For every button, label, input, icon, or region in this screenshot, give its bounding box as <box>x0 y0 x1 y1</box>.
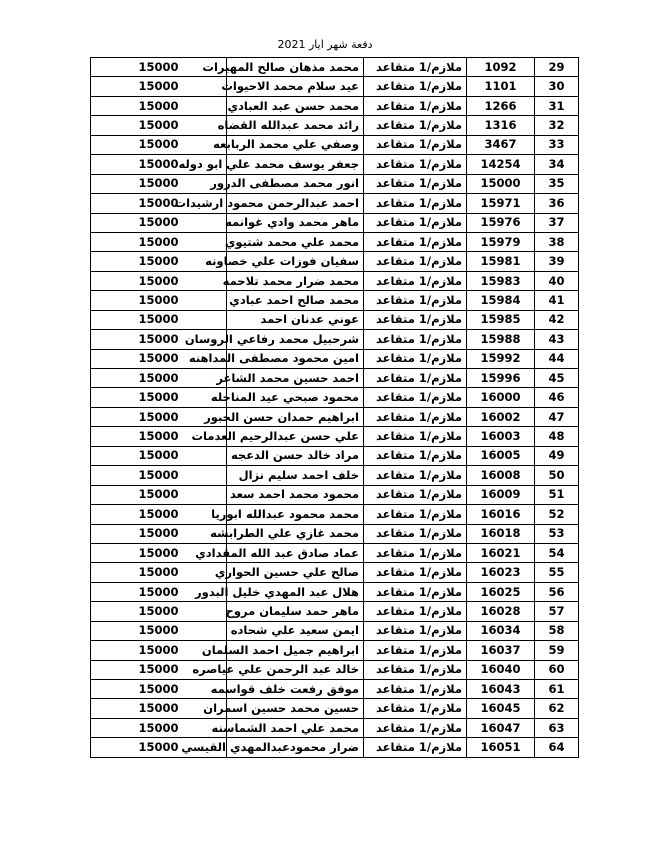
page-title: دفعة شهر ايار 2021 <box>277 38 373 51</box>
id-number-cell: 16008 <box>467 466 535 485</box>
amount-cell: 15000 <box>91 505 227 524</box>
id-number-cell: 16051 <box>467 738 535 757</box>
id-number-cell: 15000 <box>467 174 535 193</box>
id-number-cell: 16021 <box>467 543 535 562</box>
table-row <box>91 155 579 174</box>
row-number-cell: 45 <box>535 369 579 388</box>
rank-cell: ملازم/1 متقاعد <box>364 505 467 524</box>
id-number-cell: 16034 <box>467 621 535 640</box>
rank-cell: ملازم/1 متقاعد <box>364 155 467 174</box>
name-cell: احمد حسين محمد الشاعر <box>227 369 364 388</box>
table-row <box>91 330 579 349</box>
id-number-cell: 15996 <box>467 369 535 388</box>
table-row <box>91 738 579 757</box>
rank-cell: ملازم/1 متقاعد <box>364 738 467 757</box>
amount-cell: 15000 <box>91 466 227 485</box>
row-number-cell: 43 <box>535 330 579 349</box>
rank-cell: ملازم/1 متقاعد <box>364 174 467 193</box>
rank-cell: ملازم/1 متقاعد <box>364 349 467 368</box>
name-cell: عيد سلام محمد الاحيوات <box>227 77 364 96</box>
name-cell: ماهر محمد وادي غوانمه <box>227 213 364 232</box>
table-row <box>91 485 579 504</box>
table-row <box>91 252 579 271</box>
amount-cell: 15000 <box>91 602 227 621</box>
row-number-cell: 29 <box>535 58 579 77</box>
name-cell: محمود صبحي عيد المناجله <box>227 388 364 407</box>
row-number-cell: 39 <box>535 252 579 271</box>
id-number-cell: 15985 <box>467 310 535 329</box>
table-row <box>91 563 579 582</box>
rank-cell: ملازم/1 متقاعد <box>364 621 467 640</box>
table-row <box>91 446 579 465</box>
table-row <box>91 96 579 115</box>
table-row <box>91 621 579 640</box>
name-cell: رائد محمد عبدالله القضاه <box>227 116 364 135</box>
amount-cell: 15000 <box>91 330 227 349</box>
table-row <box>91 77 579 96</box>
id-number-cell: 16028 <box>467 602 535 621</box>
name-cell: علي حسن عبدالرحيم العدمات <box>227 427 364 446</box>
id-number-cell: 16045 <box>467 699 535 718</box>
rank-cell: ملازم/1 متقاعد <box>364 699 467 718</box>
name-cell: محمد علي محمد شتيوي <box>227 232 364 251</box>
name-cell: خالد عبد الرحمن علي عياصره <box>227 660 364 679</box>
row-number-cell: 51 <box>535 485 579 504</box>
id-number-cell: 14254 <box>467 155 535 174</box>
row-number-cell: 36 <box>535 194 579 213</box>
row-number-cell: 63 <box>535 718 579 737</box>
name-cell: ابراهيم جميل احمد السلمان <box>227 641 364 660</box>
name-cell: محمد ضرار محمد تلاحمه <box>227 271 364 290</box>
rank-cell: ملازم/1 متقاعد <box>364 96 467 115</box>
name-cell: صالح علي حسين الحواري <box>227 563 364 582</box>
payment-table <box>90 57 579 758</box>
name-cell: شرحبيل محمد رفاعي الروسان <box>227 330 364 349</box>
id-number-cell: 15992 <box>467 349 535 368</box>
row-number-cell: 55 <box>535 563 579 582</box>
table-row <box>91 660 579 679</box>
name-cell: محمد محمود عبدالله ابوريا <box>227 505 364 524</box>
amount-cell: 15000 <box>91 271 227 290</box>
row-number-cell: 42 <box>535 310 579 329</box>
table-row <box>91 388 579 407</box>
rank-cell: ملازم/1 متقاعد <box>364 485 467 504</box>
row-number-cell: 60 <box>535 660 579 679</box>
payment-table-body <box>91 58 579 758</box>
id-number-cell: 16040 <box>467 660 535 679</box>
table-row <box>91 505 579 524</box>
name-cell: ماهر حمد سليمان مروح <box>227 602 364 621</box>
row-number-cell: 38 <box>535 232 579 251</box>
id-number-cell: 16009 <box>467 485 535 504</box>
amount-cell: 15000 <box>91 232 227 251</box>
id-number-cell: 15979 <box>467 232 535 251</box>
row-number-cell: 54 <box>535 543 579 562</box>
name-cell: جعفر يوسف محمد علي ابو دوله <box>227 155 364 174</box>
id-number-cell: 1101 <box>467 77 535 96</box>
row-number-cell: 35 <box>535 174 579 193</box>
id-number-cell: 16002 <box>467 407 535 426</box>
name-cell: سفيان فوزات علي خصاونه <box>227 252 364 271</box>
rank-cell: ملازم/1 متقاعد <box>364 77 467 96</box>
amount-cell: 15000 <box>91 135 227 154</box>
row-number-cell: 33 <box>535 135 579 154</box>
table-row <box>91 543 579 562</box>
table-row <box>91 718 579 737</box>
amount-cell: 15000 <box>91 369 227 388</box>
rank-cell: ملازم/1 متقاعد <box>364 427 467 446</box>
table-row <box>91 232 579 251</box>
row-number-cell: 40 <box>535 271 579 290</box>
rank-cell: ملازم/1 متقاعد <box>364 291 467 310</box>
name-cell: محمد علي احمد الشماسنه <box>227 718 364 737</box>
name-cell: محمد مذهان صالح المهيرات <box>227 58 364 77</box>
table-row <box>91 602 579 621</box>
row-number-cell: 32 <box>535 116 579 135</box>
table-row <box>91 524 579 543</box>
row-number-cell: 30 <box>535 77 579 96</box>
row-number-cell: 59 <box>535 641 579 660</box>
rank-cell: ملازم/1 متقاعد <box>364 660 467 679</box>
name-cell: محمد صالح احمد عبادي <box>227 291 364 310</box>
row-number-cell: 34 <box>535 155 579 174</box>
row-number-cell: 37 <box>535 213 579 232</box>
table-row <box>91 699 579 718</box>
rank-cell: ملازم/1 متقاعد <box>364 388 467 407</box>
table-row <box>91 310 579 329</box>
id-number-cell: 15981 <box>467 252 535 271</box>
amount-cell: 15000 <box>91 291 227 310</box>
id-number-cell: 1092 <box>467 58 535 77</box>
table-row <box>91 174 579 193</box>
amount-cell: 15000 <box>91 58 227 77</box>
id-number-cell: 16005 <box>467 446 535 465</box>
rank-cell: ملازم/1 متقاعد <box>364 718 467 737</box>
row-number-cell: 62 <box>535 699 579 718</box>
amount-cell: 15000 <box>91 621 227 640</box>
row-number-cell: 46 <box>535 388 579 407</box>
rank-cell: ملازم/1 متقاعد <box>364 310 467 329</box>
amount-cell: 15000 <box>91 407 227 426</box>
row-number-cell: 53 <box>535 524 579 543</box>
name-cell: محمود محمد احمد سعد <box>227 485 364 504</box>
amount-cell: 15000 <box>91 155 227 174</box>
rank-cell: ملازم/1 متقاعد <box>364 232 467 251</box>
name-cell: ابراهيم حمدان حسن الجبور <box>227 407 364 426</box>
table-row <box>91 213 579 232</box>
id-number-cell: 16016 <box>467 505 535 524</box>
table-row <box>91 582 579 601</box>
rank-cell: ملازم/1 متقاعد <box>364 271 467 290</box>
row-number-cell: 56 <box>535 582 579 601</box>
amount-cell: 15000 <box>91 310 227 329</box>
row-number-cell: 48 <box>535 427 579 446</box>
rank-cell: ملازم/1 متقاعد <box>364 680 467 699</box>
amount-cell: 15000 <box>91 349 227 368</box>
name-cell: هلال عبد المهدي خليل البدور <box>227 582 364 601</box>
amount-cell: 15000 <box>91 174 227 193</box>
amount-cell: 15000 <box>91 641 227 660</box>
amount-cell: 15000 <box>91 427 227 446</box>
amount-cell: 15000 <box>91 738 227 757</box>
id-number-cell: 3467 <box>467 135 535 154</box>
rank-cell: ملازم/1 متقاعد <box>364 252 467 271</box>
table-row <box>91 349 579 368</box>
rank-cell: ملازم/1 متقاعد <box>364 466 467 485</box>
rank-cell: ملازم/1 متقاعد <box>364 213 467 232</box>
rank-cell: ملازم/1 متقاعد <box>364 116 467 135</box>
name-cell: عماد صادق عبد الله المقدادي <box>227 543 364 562</box>
rank-cell: ملازم/1 متقاعد <box>364 369 467 388</box>
row-number-cell: 49 <box>535 446 579 465</box>
id-number-cell: 15983 <box>467 271 535 290</box>
id-number-cell: 1266 <box>467 96 535 115</box>
amount-cell: 15000 <box>91 194 227 213</box>
table-row <box>91 291 579 310</box>
table-row <box>91 427 579 446</box>
row-number-cell: 61 <box>535 680 579 699</box>
id-number-cell: 16025 <box>467 582 535 601</box>
name-cell: خلف احمد سليم نزال <box>227 466 364 485</box>
rank-cell: ملازم/1 متقاعد <box>364 543 467 562</box>
amount-cell: 15000 <box>91 388 227 407</box>
id-number-cell: 16000 <box>467 388 535 407</box>
name-cell: محمد حسن عبد العبادي <box>227 96 364 115</box>
amount-cell: 15000 <box>91 213 227 232</box>
rank-cell: ملازم/1 متقاعد <box>364 135 467 154</box>
id-number-cell: 1316 <box>467 116 535 135</box>
amount-cell: 15000 <box>91 563 227 582</box>
table-row <box>91 407 579 426</box>
table-row <box>91 271 579 290</box>
row-number-cell: 58 <box>535 621 579 640</box>
amount-cell: 15000 <box>91 252 227 271</box>
id-number-cell: 16043 <box>467 680 535 699</box>
amount-cell: 15000 <box>91 116 227 135</box>
amount-cell: 15000 <box>91 77 227 96</box>
rank-cell: ملازم/1 متقاعد <box>364 563 467 582</box>
amount-cell: 15000 <box>91 699 227 718</box>
row-number-cell: 50 <box>535 466 579 485</box>
id-number-cell: 15984 <box>467 291 535 310</box>
row-number-cell: 44 <box>535 349 579 368</box>
table-row <box>91 641 579 660</box>
rank-cell: ملازم/1 متقاعد <box>364 58 467 77</box>
table-row <box>91 680 579 699</box>
row-number-cell: 64 <box>535 738 579 757</box>
table-row <box>91 369 579 388</box>
row-number-cell: 31 <box>535 96 579 115</box>
name-cell: وصفي علي محمد الربابعه <box>227 135 364 154</box>
amount-cell: 15000 <box>91 680 227 699</box>
rank-cell: ملازم/1 متقاعد <box>364 524 467 543</box>
id-number-cell: 16037 <box>467 641 535 660</box>
id-number-cell: 15988 <box>467 330 535 349</box>
row-number-cell: 57 <box>535 602 579 621</box>
name-cell: حسين محمد حسين اسمران <box>227 699 364 718</box>
table-row <box>91 466 579 485</box>
id-number-cell: 16003 <box>467 427 535 446</box>
table-row <box>91 116 579 135</box>
name-cell: امين محمود مصطفى المداهنه <box>227 349 364 368</box>
name-cell: عوني عدنان احمد <box>227 310 364 329</box>
rank-cell: ملازم/1 متقاعد <box>364 641 467 660</box>
amount-cell: 15000 <box>91 524 227 543</box>
id-number-cell: 16018 <box>467 524 535 543</box>
amount-cell: 15000 <box>91 660 227 679</box>
table-row <box>91 194 579 213</box>
rank-cell: ملازم/1 متقاعد <box>364 446 467 465</box>
name-cell: احمد عبدالرحمن محمود ارشيدات <box>227 194 364 213</box>
rank-cell: ملازم/1 متقاعد <box>364 407 467 426</box>
table-row <box>91 58 579 77</box>
id-number-cell: 15976 <box>467 213 535 232</box>
name-cell: موفق رفعت خلف قواسمه <box>227 680 364 699</box>
amount-cell: 15000 <box>91 446 227 465</box>
table-row <box>91 135 579 154</box>
amount-cell: 15000 <box>91 718 227 737</box>
rank-cell: ملازم/1 متقاعد <box>364 582 467 601</box>
row-number-cell: 52 <box>535 505 579 524</box>
rank-cell: ملازم/1 متقاعد <box>364 194 467 213</box>
id-number-cell: 15971 <box>467 194 535 213</box>
rank-cell: ملازم/1 متقاعد <box>364 330 467 349</box>
name-cell: ايمن سعيد علي شحاده <box>227 621 364 640</box>
amount-cell: 15000 <box>91 543 227 562</box>
row-number-cell: 47 <box>535 407 579 426</box>
amount-cell: 15000 <box>91 485 227 504</box>
amount-cell: 15000 <box>91 582 227 601</box>
id-number-cell: 16047 <box>467 718 535 737</box>
rank-cell: ملازم/1 متقاعد <box>364 602 467 621</box>
amount-cell: 15000 <box>91 96 227 115</box>
name-cell: انور محمد مصطفى الدرور <box>227 174 364 193</box>
id-number-cell: 16023 <box>467 563 535 582</box>
name-cell: ضرار محمودعبدالمهدي القيسي <box>227 738 364 757</box>
name-cell: مراد خالد حسن الدعجه <box>227 446 364 465</box>
name-cell: محمد غازي علي الطرابشه <box>227 524 364 543</box>
row-number-cell: 41 <box>535 291 579 310</box>
